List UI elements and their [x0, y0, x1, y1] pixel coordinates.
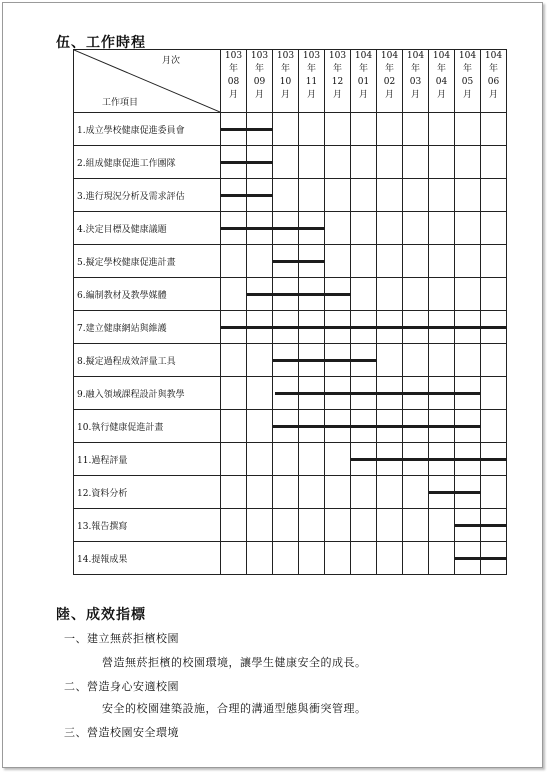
month-header: 104 年 04 月 — [429, 50, 455, 113]
schedule-cell — [403, 476, 429, 509]
schedule-cell — [403, 344, 429, 377]
schedule-cell — [403, 542, 429, 575]
schedule-cell — [325, 245, 351, 278]
schedule-cell — [481, 344, 507, 377]
month-header: 103 年 08 月 — [221, 50, 247, 113]
schedule-cell — [351, 113, 377, 146]
schedule-cell — [247, 509, 273, 542]
schedule-cell — [221, 344, 247, 377]
schedule-cell — [221, 278, 247, 311]
gantt-bar — [221, 326, 507, 329]
month-header: 103 年 10 月 — [273, 50, 299, 113]
schedule-cell — [325, 476, 351, 509]
schedule-cell — [377, 146, 403, 179]
section-5-title: 伍、工作時程 — [56, 35, 146, 51]
month-header: 104 年 03 月 — [403, 50, 429, 113]
task-label: 7.建立健康網站與維護 — [74, 311, 221, 344]
schedule-cell — [273, 443, 299, 476]
schedule-cell — [325, 443, 351, 476]
corner-label-month: 月次 — [161, 56, 180, 66]
section-6-title: 陸、成效指標 — [56, 607, 146, 623]
month-header: 104 年 01 月 — [351, 50, 377, 113]
schedule-cell — [455, 179, 481, 212]
schedule-cell — [247, 344, 273, 377]
schedule-cell — [455, 113, 481, 146]
schedule-cell — [429, 113, 455, 146]
schedule-cell — [377, 212, 403, 245]
task-label: 2.組成健康促進工作團隊 — [74, 146, 221, 179]
month-header: 104 年 02 月 — [377, 50, 403, 113]
schedule-cell — [221, 509, 247, 542]
schedule-cell — [351, 278, 377, 311]
gantt-bar — [455, 524, 507, 527]
schedule-cell — [481, 476, 507, 509]
table-row — [74, 113, 507, 146]
schedule-cell — [377, 278, 403, 311]
schedule-cell — [429, 278, 455, 311]
gantt-bar — [221, 128, 273, 131]
gantt-bar — [455, 557, 507, 560]
schedule-cell — [299, 113, 325, 146]
diagonal-line — [74, 50, 220, 112]
table-row — [74, 146, 507, 179]
gantt-bar — [273, 260, 325, 263]
schedule-cell — [299, 146, 325, 179]
schedule-cell — [325, 146, 351, 179]
schedule-cell — [377, 113, 403, 146]
schedule-cell — [273, 476, 299, 509]
schedule-cell — [481, 278, 507, 311]
gantt-bar — [351, 458, 507, 461]
month-header: 103 年 09 月 — [247, 50, 273, 113]
task-label: 12.資料分析 — [74, 476, 221, 509]
task-label: 6.編制教材及教學媒體 — [74, 278, 221, 311]
schedule-cell — [429, 344, 455, 377]
schedule-cell — [221, 443, 247, 476]
month-header: 104 年 06 月 — [481, 50, 507, 113]
schedule-cell — [403, 113, 429, 146]
table-row — [74, 542, 507, 575]
corner-label-task: 工作項目 — [102, 98, 139, 108]
table-corner-cell — [74, 50, 221, 113]
schedule-cell — [429, 245, 455, 278]
table-header-row — [74, 50, 507, 113]
schedule-cell — [455, 212, 481, 245]
table-row — [74, 509, 507, 542]
indicator-heading-1: 一、建立無菸拒檳校園 — [64, 632, 179, 645]
schedule-cell — [351, 245, 377, 278]
schedule-cell — [481, 410, 507, 443]
schedule-cell — [481, 377, 507, 410]
gantt-bar — [275, 392, 480, 395]
schedule-cell — [481, 113, 507, 146]
schedule-cell — [481, 245, 507, 278]
schedule-cell — [299, 443, 325, 476]
table-row — [74, 179, 507, 212]
schedule-cell — [299, 509, 325, 542]
schedule-cell — [325, 542, 351, 575]
schedule-cell — [377, 179, 403, 212]
task-label: 3.進行現況分析及需求評估 — [74, 179, 221, 212]
schedule-cell — [403, 212, 429, 245]
schedule-cell — [429, 146, 455, 179]
gantt-bar — [429, 491, 481, 494]
schedule-cell — [481, 212, 507, 245]
schedule-cell — [273, 509, 299, 542]
month-header: 103 年 11 月 — [299, 50, 325, 113]
indicator-heading-2: 二、營造身心安適校園 — [64, 680, 179, 693]
task-label: 1.成立學校健康促進委員會 — [74, 113, 221, 146]
schedule-cell — [403, 179, 429, 212]
task-label: 8.擬定過程成效評量工具 — [74, 344, 221, 377]
schedule-cell — [377, 542, 403, 575]
schedule-cell — [247, 476, 273, 509]
gantt-bar — [221, 194, 273, 197]
schedule-cell — [403, 278, 429, 311]
gantt-bar — [247, 293, 351, 296]
task-label: 10.執行健康促進計畫 — [74, 410, 221, 443]
schedule-cell — [351, 212, 377, 245]
schedule-cell — [299, 476, 325, 509]
schedule-cell — [455, 146, 481, 179]
schedule-cell — [429, 509, 455, 542]
task-label: 13.報告撰寫 — [74, 509, 221, 542]
schedule-cell — [429, 212, 455, 245]
schedule-cell — [351, 179, 377, 212]
month-header: 103 年 12 月 — [325, 50, 351, 113]
task-label: 9.融入領域課程設計與教學 — [74, 377, 221, 410]
task-label: 14.提報成果 — [74, 542, 221, 575]
schedule-cell — [325, 179, 351, 212]
schedule-cell — [351, 509, 377, 542]
schedule-cell — [403, 146, 429, 179]
indicator-heading-3: 三、營造校園安全環境 — [64, 726, 179, 739]
schedule-cell — [325, 212, 351, 245]
schedule-cell — [273, 542, 299, 575]
schedule-cell — [403, 245, 429, 278]
indicator-desc-2: 安全的校園建築設施，合理的溝通型態與衝突管理。 — [102, 702, 367, 715]
schedule-cell — [455, 278, 481, 311]
schedule-cell — [247, 542, 273, 575]
schedule-cell — [221, 245, 247, 278]
gantt-bar — [273, 425, 481, 428]
indicator-desc-1: 營造無菸拒檳的校園環境，讓學生健康安全的成長。 — [102, 656, 367, 669]
schedule-cell — [273, 113, 299, 146]
schedule-cell — [429, 542, 455, 575]
schedule-cell — [325, 509, 351, 542]
schedule-cell — [455, 245, 481, 278]
schedule-cell — [273, 179, 299, 212]
task-label: 4.決定目標及健康議題 — [74, 212, 221, 245]
schedule-cell — [247, 410, 273, 443]
task-label: 5.擬定學校健康促進計畫 — [74, 245, 221, 278]
schedule-cell — [351, 146, 377, 179]
schedule-cell — [221, 476, 247, 509]
schedule-cell — [377, 476, 403, 509]
schedule-cell — [481, 179, 507, 212]
schedule-cell — [455, 344, 481, 377]
gantt-bar — [273, 359, 377, 362]
schedule-cell — [351, 542, 377, 575]
schedule-cell — [429, 179, 455, 212]
schedule-cell — [299, 179, 325, 212]
task-label: 11.過程評量 — [74, 443, 221, 476]
schedule-cell — [377, 344, 403, 377]
schedule-cell — [299, 542, 325, 575]
schedule-cell — [351, 476, 377, 509]
gantt-bar — [221, 227, 325, 230]
schedule-table — [73, 49, 507, 575]
month-header: 104 年 05 月 — [455, 50, 481, 113]
schedule-cell — [221, 377, 247, 410]
schedule-cell — [377, 245, 403, 278]
schedule-cell — [273, 146, 299, 179]
schedule-cell — [481, 146, 507, 179]
schedule-cell — [247, 377, 273, 410]
gantt-bar — [221, 161, 273, 164]
schedule-cell — [403, 509, 429, 542]
schedule-cell — [247, 443, 273, 476]
schedule-cell — [221, 542, 247, 575]
schedule-cell — [221, 410, 247, 443]
schedule-cell — [377, 509, 403, 542]
schedule-cell — [325, 113, 351, 146]
schedule-cell — [247, 245, 273, 278]
